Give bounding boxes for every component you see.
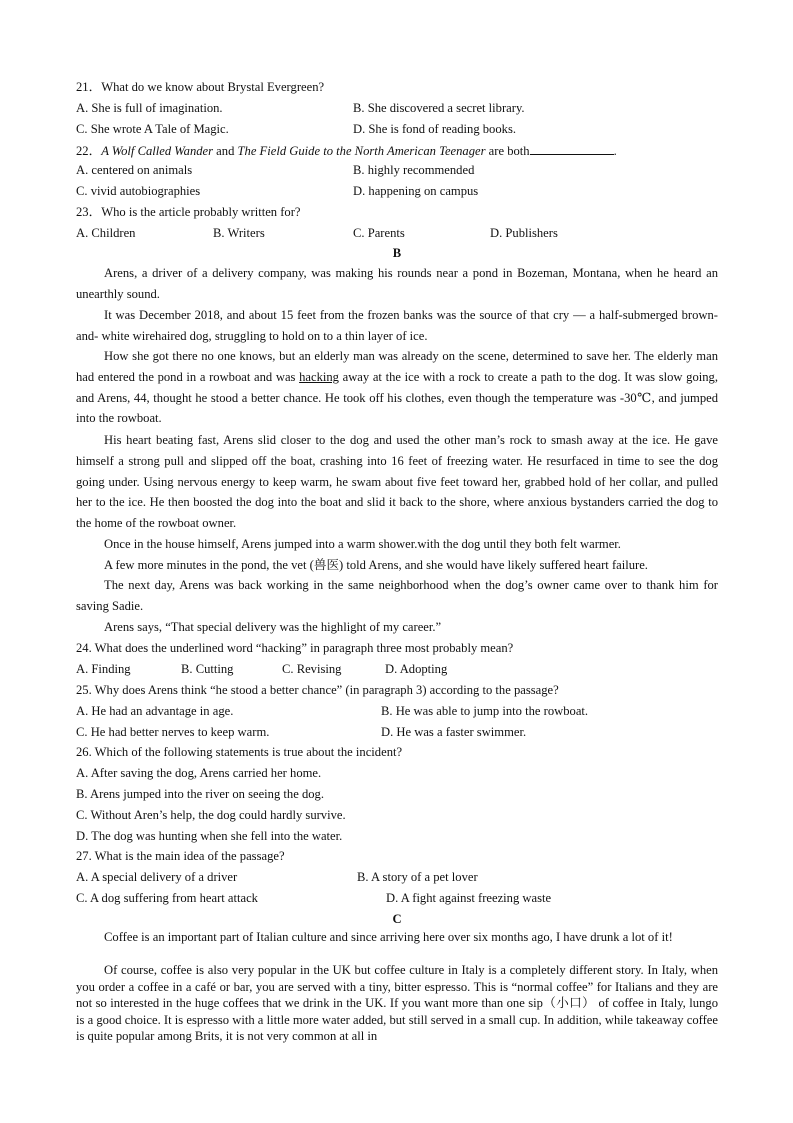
question-27-option-c: C. A dog suffering from heart attack bbox=[76, 891, 258, 905]
answer-blank bbox=[530, 142, 614, 155]
question-24-option-d: D. Adopting bbox=[385, 662, 448, 676]
underlined-word-hacking: hacking bbox=[299, 369, 339, 384]
question-21-option-c: C. She wrote A Tale of Magic. bbox=[76, 122, 229, 136]
passage-b-paragraph-6: A few more minutes in the pond, the vet (兽医) told Arens, and she would have likely suffered heart failure. bbox=[104, 558, 648, 572]
question-23-stem: 23．Who is the article probably written for? bbox=[76, 205, 301, 219]
question-22-tail: are both bbox=[485, 144, 530, 158]
question-27-stem: 27. What is the main idea of the passage? bbox=[76, 849, 285, 863]
paragraph-3-text-before: How she got there no one knows, but an elderly man was already on the scene, determined to save her. The elderly man had entered the pond in a rowboat and was bbox=[76, 349, 718, 384]
question-26-option-a: A. After saving the dog, Arens carried her home. bbox=[76, 766, 322, 780]
question-26-option-c: C. Without Aren’s help, the dog could hardly survive. bbox=[76, 808, 346, 822]
passage-b-paragraph-5: Once in the house himself, Arens jumped into a warm shower.with the dog until they both felt warmer. bbox=[104, 537, 621, 551]
question-25-option-a: A. He had an advantage in age. bbox=[76, 704, 234, 718]
question-23-option-d: D. Publishers bbox=[490, 226, 558, 240]
question-24-option-a: A. Finding bbox=[76, 662, 131, 676]
passage-b-paragraph-1: Arens, a driver of a delivery company, was making his rounds near a pond in Bozeman, Montana, when he heard an unearthly sound. bbox=[76, 266, 718, 301]
question-24-option-c: C. Revising bbox=[282, 662, 342, 676]
section-c-heading: C bbox=[392, 912, 402, 926]
question-26-option-b: B. Arens jumped into the river on seeing the dog. bbox=[76, 787, 324, 801]
passage-b-paragraph-4: His heart beating fast, Arens slid closer to the dog and used the other man’s rock to smash away at the ice. He gave himself a strong pull and slipped off the boat, crashing into 16 feet of freezing water. He resurfaced in time to see the dog going under. Using nervous energy to keep warm, he swam about five feet toward her, grabbed hold of her collar, and pulled her to the ice. He then boosted the dog into the boat and slid it back to the shore, where anxious bystanders carried the dog to the home of the rowboat owner. bbox=[76, 433, 718, 531]
question-22-option-a: A. centered on animals bbox=[76, 163, 193, 177]
question-25-option-c: C. He had better nerves to keep warm. bbox=[76, 725, 270, 739]
question-22-option-b: B. highly recommended bbox=[353, 163, 475, 177]
passage-b-paragraph-2: It was December 2018, and about 15 feet from the frozen banks was the source of that cry — a half-submerged brown-and- white wirehaired dog, struggling to hold on to a thin layer of ice. bbox=[76, 308, 718, 343]
question-22-number: 22． bbox=[76, 144, 102, 158]
question-27-option-b: B. A story of a pet lover bbox=[357, 870, 478, 884]
question-23-option-b: B. Writers bbox=[213, 226, 265, 240]
passage-c-paragraph-2: Of course, coffee is also very popular in the UK but coffee culture in Italy is a completely different story. In Italy, when you order a coffee in a café or bar, you are served with a tiny, bitter espresso. This is “normal coffee” for Italians and they are not so interested in the huge coffees that we drink in the UK. If you want more than one sip（小口） of coffee in Italy, lungo is a good choice. It is espresso with a little more water added, but still served in a small cup. In addition, while takeaway coffee is quite popular among Brits, it is not very common at all in bbox=[76, 963, 718, 1044]
question-22-end: . bbox=[613, 144, 617, 158]
question-22-and: and bbox=[213, 144, 238, 158]
question-25-option-b: B. He was able to jump into the rowboat. bbox=[381, 704, 589, 718]
question-26-option-d: D. The dog was hunting when she fell into the water. bbox=[76, 829, 343, 843]
question-22-option-c: C. vivid autobiographies bbox=[76, 184, 201, 198]
question-22-stem bbox=[76, 142, 718, 159]
question-25-stem: 25. Why does Arens think “he stood a better chance” (in paragraph 3) according to the passage? bbox=[76, 683, 559, 697]
question-24-option-b: B. Cutting bbox=[181, 662, 234, 676]
book-title-field-guide: The Field Guide to the North American Teenager bbox=[237, 144, 486, 158]
question-21-option-a: A. She is full of imagination. bbox=[76, 101, 223, 115]
book-title-wolf: A Wolf Called Wander bbox=[101, 144, 214, 158]
question-25-option-d: D. He was a faster swimmer. bbox=[381, 725, 527, 739]
question-23-option-a: A. Children bbox=[76, 226, 136, 240]
passage-b-paragraph-7: The next day, Arens was back working in the same neighborhood when the dog’s owner came over to thank him for saving Sadie. bbox=[76, 578, 718, 613]
passage-b-paragraph-8: Arens says, “That special delivery was the highlight of my career.” bbox=[104, 620, 442, 634]
question-23-option-c: C. Parents bbox=[353, 226, 405, 240]
passage-b-paragraph-3 bbox=[76, 346, 718, 429]
question-24-stem: 24. What does the underlined word “hacking” in paragraph three most probably mean? bbox=[76, 641, 514, 655]
question-27-option-a: A. A special delivery of a driver bbox=[76, 870, 238, 884]
section-b-heading: B bbox=[392, 246, 402, 260]
question-22-option-d: D. happening on campus bbox=[353, 184, 479, 198]
question-27-option-d: D. A fight against freezing waste bbox=[386, 891, 552, 905]
question-21-option-d: D. She is fond of reading books. bbox=[353, 122, 516, 136]
passage-c-paragraph-1: Coffee is an important part of Italian culture and since arriving here over six months ago, I have drunk a lot of it! bbox=[104, 930, 673, 944]
paragraph-3-text-after: away at the ice with a rock to create a path to the dog. It was slow going, and Arens, 44, thought he stood a better chance. He took off his clothes, even though the temperature was -30℃, and jumped into the rowboat. bbox=[76, 369, 718, 426]
question-26-stem: 26. Which of the following statements is true about the incident? bbox=[76, 745, 403, 759]
question-21-option-b: B. She discovered a secret library. bbox=[353, 101, 525, 115]
question-21-stem: 21．What do we know about Brystal Evergreen? bbox=[76, 80, 325, 94]
